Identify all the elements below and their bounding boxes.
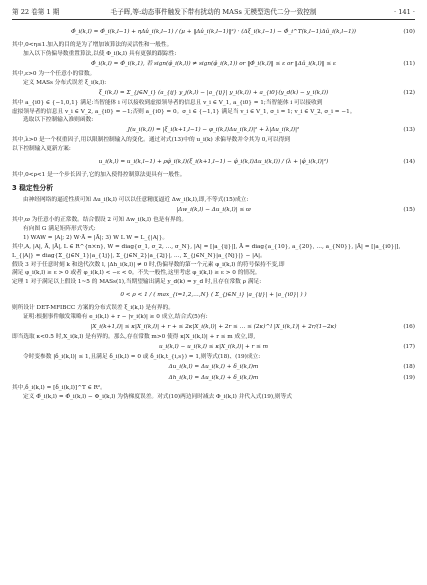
text-line: 假设 3 对于任意时刻 k 和迭代次数 l, |Δh_i(k,l)| ≠ 0 时,伪偏导数的第一个元素 φ_i(k,l) 的符号保持不变,即	[12, 261, 285, 268]
equation-body: Φ̂_i(k,l) = Φ̂_i(k,1), 若 sign(φ̂_i(k,l)) ≠ sign(φ̂_i(k,1)) or ‖Φ̂_i(k,l)‖ ≤ ε or ‖Δû_i(k,l)‖ ≤ ε	[91, 60, 336, 67]
equation	[12, 205, 415, 216]
text-line: 定理 1 对于满足以上假设 1~5 的 MASs(1),当期望输出满足 y_d(k) = y_d 时,且存在常数 ρ 满足:	[12, 279, 262, 286]
text-line: 即当选取 κ<0.5 时,X_i(k,l) 是有界的。那么,存在常数 m>0 使得 κ|X_i(k,l)| + r ≤ m 成立,即,	[12, 334, 256, 341]
text-line: 有向图 G 满足矩阵形式等式:	[23, 225, 96, 232]
equation-number: (19)	[403, 374, 415, 381]
equation-number: (15)	[403, 206, 415, 213]
text-line: 选取以下控制输入准则函数:	[23, 117, 94, 124]
text-line: 满足 φ_i(k,l) ≥ ε > 0 或者 φ_i(k,l) < −ε < 0。不失一般性,这里考虑 φ_i(k,l) ≥ ε > 0 的情况。	[12, 270, 261, 277]
article-body	[12, 24, 415, 402]
header-page-number: · 141 ·	[394, 8, 415, 16]
text-line: L_{|A|} = diag{Σ_{j∈N_1}|a_{1j}|, Σ_{j∈N_2}|a_{2j}|, …, Σ_{j∈N_N}|a_{Nj}|} − |A|。	[12, 252, 266, 259]
text-line: 1) WAW = |A|; 2) W·Ā = |Ā|; 3) W L W = L_{|A|}。	[23, 234, 169, 241]
equation	[12, 342, 415, 353]
equation-body: u_i(k,l) − u_i(k,l) ≤ κ|X_i(k,l)| + r ≤ m	[158, 343, 269, 350]
equation-body: 0 < ρ < 1 / ( max_{i=1,2,…,N} ( Σ_{j∈N_i} |a_{ij}| + |a_{i0}| ) )	[120, 292, 307, 299]
equation	[12, 373, 415, 384]
text-line: 其中,ϖ 为任意小的正常数。结合假设 2 可知 Δw_i(k,l) 也是有界的。	[12, 216, 188, 223]
equation-body: u_i(k,l) = u_i(k,l−1) + ρφ̂_i(k,l)(ξ_i(k+1,l−1) − φ̂_i(k,l)Δu_i(k,l)) / (λ + |φ̂_i(k,l)|²)	[98, 159, 329, 166]
text-line: 证明:根据事件触发策略有 e_i(k,l) + r − |v_i(k)| ≥ 0 成立,结合式(5)有:	[23, 314, 208, 321]
text-line: 其中,ε>0 为一个任意小的常数。	[12, 70, 96, 77]
equation-body: Δh_i(k,l) = Δu_i(k,l) + δ_i(k,l)m	[168, 374, 259, 381]
text-line: 定义 Φ̃_i(k,l) = Φ̂_i(k,l) − Φ_i(k,l) 为伪梯度误差。对式(10)两边同时减去 Φ_i(k,l) 并代入式(19),则等式	[23, 393, 292, 400]
text-line: 虚拟领导者的信息且 v_i ∈ V_2, a_{i0} = −1;否则 a_{i0} = 0。σ_i ∈ {−1,1} 满足当 v_i ∈ V_1, σ_i = 1; v_i ∈ V_2, σ_i = −1。	[12, 108, 356, 115]
running-header	[12, 6, 415, 18]
equation-number: (14)	[403, 159, 415, 166]
equation-number: (11)	[403, 60, 415, 67]
equation	[12, 125, 415, 136]
text-line: 以下控制输入更新方案:	[12, 146, 71, 153]
equation-number: (18)	[403, 363, 415, 370]
text-line: 其中,0<η≤1.加入的目的是为了增加该算法的灵活性和一般性。	[12, 42, 173, 48]
equation-number: (10)	[403, 29, 415, 35]
header-issue: 第 22 卷第 1 期	[12, 8, 60, 16]
equation-body: ξ_i(k,l) = Σ_{j∈N_i} (a_{ij} y_j(k,l) − |a_{ij}| y_i(k,l)) + a_{i0}(y_d(k) − y_i(k,l))	[98, 89, 329, 96]
equation	[12, 322, 415, 333]
equation-number: (16)	[403, 324, 415, 331]
equation-body: J(u_i(k,l)) = |ξ_i(k+1,l−1) − φ_i(k,l)Δu_i(k,l)|² + λ|Δu_i(k,l)|²	[127, 127, 300, 134]
equation-number: (12)	[403, 89, 415, 96]
text-line: 由神经网络的逼近性质可知 Δu_i(k,l) 可以以任意精度逼近 Δw_i(k,l),即,不等式(15)成立:	[23, 197, 249, 204]
equation	[12, 59, 415, 70]
section-heading: 3 稳定性分析	[12, 184, 54, 193]
equation-body: Φ̂_i(k,l) = Φ̂_i(k,l−1) + ηΔû_i(k,l−1) / (μ + ‖Δû_i(k,l−1)‖²) · (Δξ_i(k,l−1) − Φ̂_i^T(k,l−1)Δû_i(k,l−1))	[70, 29, 357, 35]
header-title: 毛子晖,等:动态事件触发下带有扰动的 MASs 无模型迭代二分一致控制	[110, 8, 317, 16]
text-line: 其中,0<ρ<1 是一个步长因子,它的加入使得控制算法更具有一般性。	[12, 172, 186, 179]
equation	[12, 154, 415, 171]
text-line: 加入以下伪偏导数重置算法,以使 Φ_i(k,l) 具有更强的跟踪性:	[23, 50, 177, 57]
equation	[12, 287, 415, 304]
text-line: 其中 a_{i0} ∈ {−1,0,1} 满足:当智能体 i 可以接收到虚拟领导者的信息且 v_i ∈ V_1, a_{i0} = 1;当智能体 i 可以接收到	[12, 99, 323, 106]
equation	[12, 362, 415, 373]
text-line: 定义 MASs 分布式误差 ξ_i(k,l):	[23, 79, 107, 86]
equation-body: |Δw_i(k,l) − Δu_i(k,l)| ≤ ϖ	[176, 206, 251, 213]
text-line: 则所设计 DET-MFIBCC 方案的分布式误差 ξ_i(k,l) 是有界的。	[12, 305, 174, 312]
equation	[12, 88, 415, 99]
equation-body: Δu_i(k,l) = Δu_i(k,l) + δ_i(k,l)m	[168, 363, 259, 370]
equation-body: |X_i(k+1,l)| ≤ κ|X_i(k,l)| + r + ≤ 2κ|X_i(k,l)| + 2r ≤ … ≤ (2κ)^l |X_i(k,1)| + 2r/(1−2κ)	[90, 324, 337, 331]
equation-number: (17)	[403, 343, 415, 350]
text-line: 其中,A, |A|, Ā, |Ā|, L ∈ R^{n×n}, W = diag{σ_1, σ_2, …, σ_N}, |A| = [|a_{ij}|], Ā = diag{a_{10}, a_{20}, …, a_{N0}}, |Ā| = [|a_{i0}|],	[12, 243, 401, 250]
text-line: 其中,δ_i(k,l) = [δ_i(k,l)]^T ∈ R²。	[12, 384, 106, 391]
equation-number: (13)	[403, 127, 415, 134]
header-rule	[12, 19, 415, 20]
text-line: 令时变参数 |δ_i(k,l)| ≤ 1,且满足 δ_i(k,l) = 0 或 δ_i(k,t_{i,s}) = 1,则等式(18)、(19)成立:	[23, 353, 261, 360]
equation	[12, 24, 415, 41]
text-line: 其中,λ>0 是一个权重因子,用以限制控制输入的变化。通过对式(13)中的 u_i(k) 求偏导数并令其为 0,可以得到	[12, 137, 290, 144]
